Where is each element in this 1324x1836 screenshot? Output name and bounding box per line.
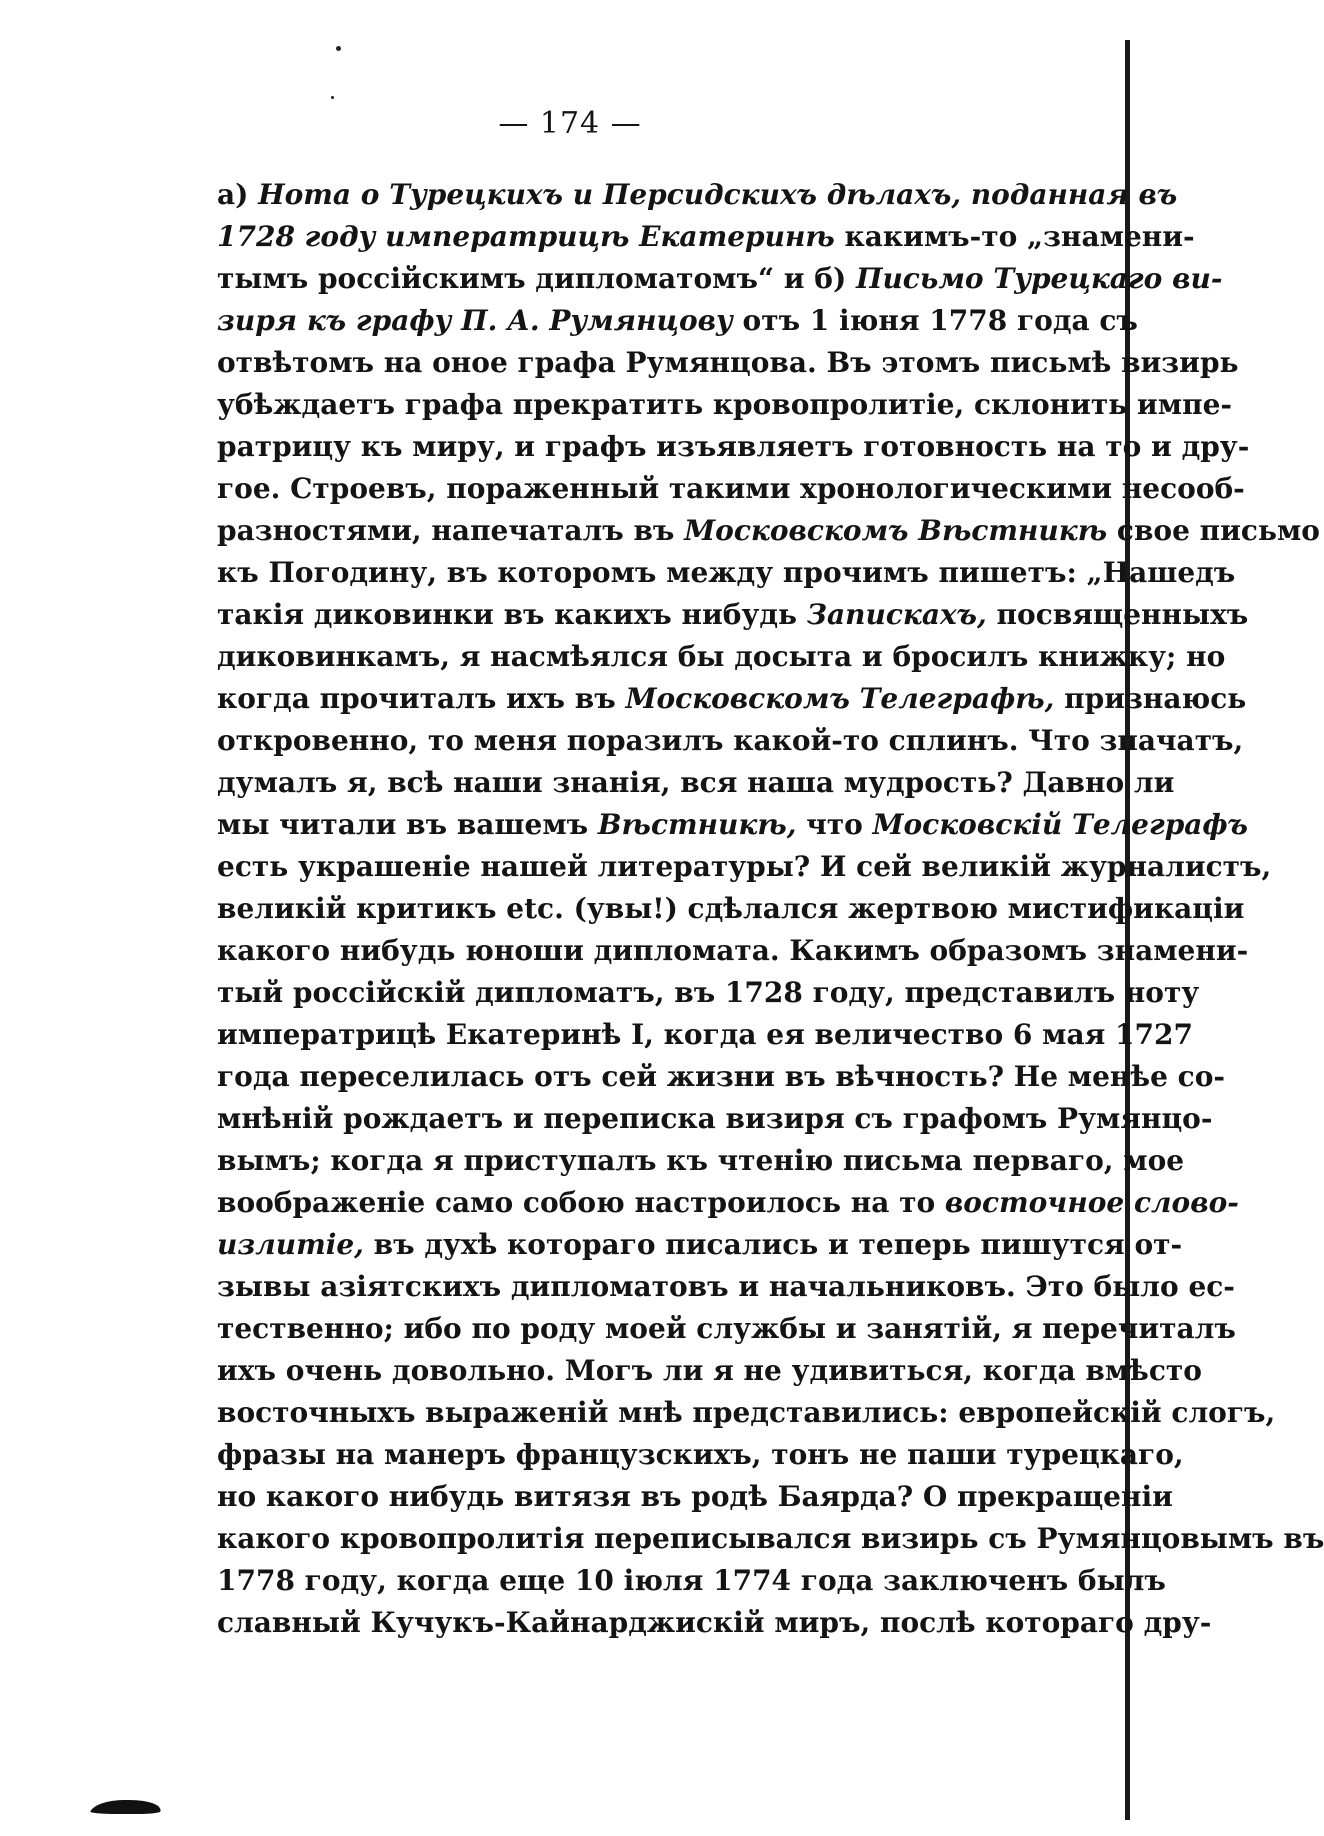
text-segment: убѣждаетъ графа прекратить кровопролитіе, склонить импе- bbox=[217, 388, 1233, 421]
text-segment: года переселилась отъ сей жизни въ вѣчность? Не менѣе со- bbox=[217, 1060, 1225, 1093]
text-segment: тественно; ибо по роду моей службы и занятій, я перечиталъ bbox=[217, 1312, 1236, 1345]
text-segment: императрицѣ Екатеринѣ I, когда ея величество 6 мая 1727 bbox=[217, 1018, 1193, 1051]
text-segment: когда прочиталъ ихъ въ bbox=[217, 682, 626, 715]
text-line bbox=[217, 846, 1272, 888]
text-segment: а) bbox=[217, 178, 259, 211]
text-segment: великій критикъ etc. (увы!) сдѣлался жертвою мистификаціи bbox=[217, 892, 1245, 925]
text-line bbox=[217, 1308, 1236, 1350]
text-segment: мнѣній рождаетъ и переписка визиря съ графомъ Румянцо- bbox=[217, 1102, 1213, 1135]
italic-segment: Московскомъ Вѣстникѣ bbox=[684, 514, 1108, 547]
text-segment: какого кровопролитія переписывался визирь съ Румянцовымъ въ bbox=[217, 1522, 1324, 1555]
text-segment: ихъ очень довольно. Могъ ли я не удивиться, когда вмѣсто bbox=[217, 1354, 1202, 1387]
text-line bbox=[217, 594, 1249, 636]
text-line bbox=[217, 762, 1175, 804]
text-segment: откровенно, то меня поразилъ какой-то сплинъ. Что значатъ, bbox=[217, 724, 1244, 757]
italic-segment: 1728 году императрицѣ Екатеринѣ bbox=[217, 220, 835, 253]
text-segment: что bbox=[796, 808, 873, 841]
text-segment: такія диковинки въ какихъ нибудь bbox=[217, 598, 807, 631]
text-line bbox=[217, 720, 1244, 762]
italic-segment: Вѣстникѣ, bbox=[597, 808, 797, 841]
text-segment: славный Кучукъ-Кайнарджискій миръ, послѣ котораго дру- bbox=[217, 1606, 1212, 1639]
text-segment: отъ 1 іюня 1778 года съ bbox=[732, 304, 1138, 337]
text-segment: посвященныхъ bbox=[986, 598, 1249, 631]
text-segment: диковинкамъ, я насмѣялся бы досыта и бросилъ книжку; но bbox=[217, 640, 1226, 673]
ink-speck bbox=[336, 46, 341, 51]
text-segment: въ духѣ котораго писались и теперь пишутся от- bbox=[363, 1228, 1183, 1261]
text-line bbox=[217, 426, 1250, 468]
text-line bbox=[217, 1560, 1166, 1602]
text-line bbox=[217, 678, 1247, 720]
italic-segment: зиря къ графу П. А. Румянцову bbox=[217, 304, 733, 337]
text-segment: зывы азіятскихъ дипломатовъ и начальниковъ. Это было ес- bbox=[217, 1270, 1235, 1303]
text-segment: фразы на манеръ французскихъ, тонъ не паши турецкаго, bbox=[217, 1438, 1184, 1471]
text-line bbox=[217, 804, 1249, 846]
text-line bbox=[217, 1014, 1193, 1056]
text-segment: 1778 году, когда еще 10 іюля 1774 года заключенъ былъ bbox=[217, 1564, 1166, 1597]
text-segment: вымъ; когда я приступалъ къ чтенію письма перваго, мое bbox=[217, 1144, 1185, 1177]
text-line bbox=[217, 384, 1233, 426]
text-segment: воображеніе само собою настроилось на то bbox=[217, 1186, 945, 1219]
text-line bbox=[217, 1056, 1225, 1098]
page-number: — 174 — bbox=[498, 106, 642, 141]
italic-segment: Московскомъ Телеграфѣ, bbox=[625, 682, 1055, 715]
italic-segment: Запискахъ, bbox=[806, 598, 987, 631]
text-line bbox=[217, 300, 1138, 342]
text-line bbox=[217, 1140, 1185, 1182]
ink-speck bbox=[331, 96, 334, 99]
text-line bbox=[217, 1266, 1235, 1308]
text-segment: тымъ россійскимъ дипломатомъ“ и б) bbox=[217, 262, 856, 295]
text-segment: ратрицу къ миру, и графъ изъявляетъ готовность на то и дру- bbox=[217, 430, 1250, 463]
text-line bbox=[217, 1224, 1183, 1266]
text-segment: гое. Строевъ, пораженный такими хронологическими несооб- bbox=[217, 472, 1245, 505]
text-line bbox=[217, 1098, 1213, 1140]
text-line bbox=[217, 1602, 1212, 1644]
text-line bbox=[217, 888, 1245, 930]
text-line bbox=[217, 510, 1320, 552]
text-segment: разностями, напечаталъ въ bbox=[217, 514, 685, 547]
text-segment: какого нибудь юноши дипломата. Какимъ образомъ знамени- bbox=[217, 934, 1249, 967]
text-segment: тый россійскій дипломатъ, въ 1728 году, представилъ ноту bbox=[217, 976, 1200, 1009]
text-line bbox=[217, 1434, 1184, 1476]
text-line bbox=[217, 1476, 1173, 1518]
text-segment: какимъ-то „знамени- bbox=[834, 220, 1195, 253]
text-segment: мы читали въ вашемъ bbox=[217, 808, 598, 841]
text-line bbox=[217, 552, 1236, 594]
text-segment: но какого нибудь витязя въ родѣ Баярда? О прекращеніи bbox=[217, 1480, 1173, 1513]
italic-segment: Московскій Телеграфъ bbox=[872, 808, 1249, 841]
text-line bbox=[217, 258, 1223, 300]
text-segment: думалъ я, всѣ наши знанія, вся наша мудрость? Давно ли bbox=[217, 766, 1175, 799]
text-segment: отвѣтомъ на оное графа Румянцова. Въ этомъ письмѣ визирь bbox=[217, 346, 1239, 379]
text-line bbox=[217, 972, 1200, 1014]
text-line bbox=[217, 174, 1178, 216]
body-text bbox=[217, 174, 1324, 1644]
italic-segment: восточное слово- bbox=[944, 1186, 1239, 1219]
italic-segment: Нота о Турецкихъ и Персидскихъ дѣлахъ, поданная въ bbox=[258, 178, 1178, 211]
text-line bbox=[217, 1182, 1239, 1224]
italic-segment: Письмо Турецкаго ви- bbox=[855, 262, 1223, 295]
text-line bbox=[217, 930, 1249, 972]
text-line bbox=[217, 636, 1226, 678]
text-segment: восточныхъ выраженій мнѣ представились: европейскій слогъ, bbox=[217, 1396, 1276, 1429]
text-line bbox=[217, 342, 1239, 384]
text-line bbox=[217, 1518, 1324, 1560]
text-segment: къ Погодину, въ которомъ между прочимъ пишетъ: „Нашедъ bbox=[217, 556, 1236, 589]
text-segment: признаюсь bbox=[1054, 682, 1247, 715]
text-segment: свое письмо bbox=[1107, 514, 1320, 547]
text-line bbox=[217, 1392, 1276, 1434]
text-segment: есть украшеніе нашей литературы? И сей великій журналистъ, bbox=[217, 850, 1272, 883]
text-line bbox=[217, 468, 1245, 510]
text-line bbox=[217, 216, 1195, 258]
ink-blot bbox=[89, 1800, 164, 1814]
text-line bbox=[217, 1350, 1202, 1392]
italic-segment: излитіе, bbox=[217, 1228, 364, 1261]
